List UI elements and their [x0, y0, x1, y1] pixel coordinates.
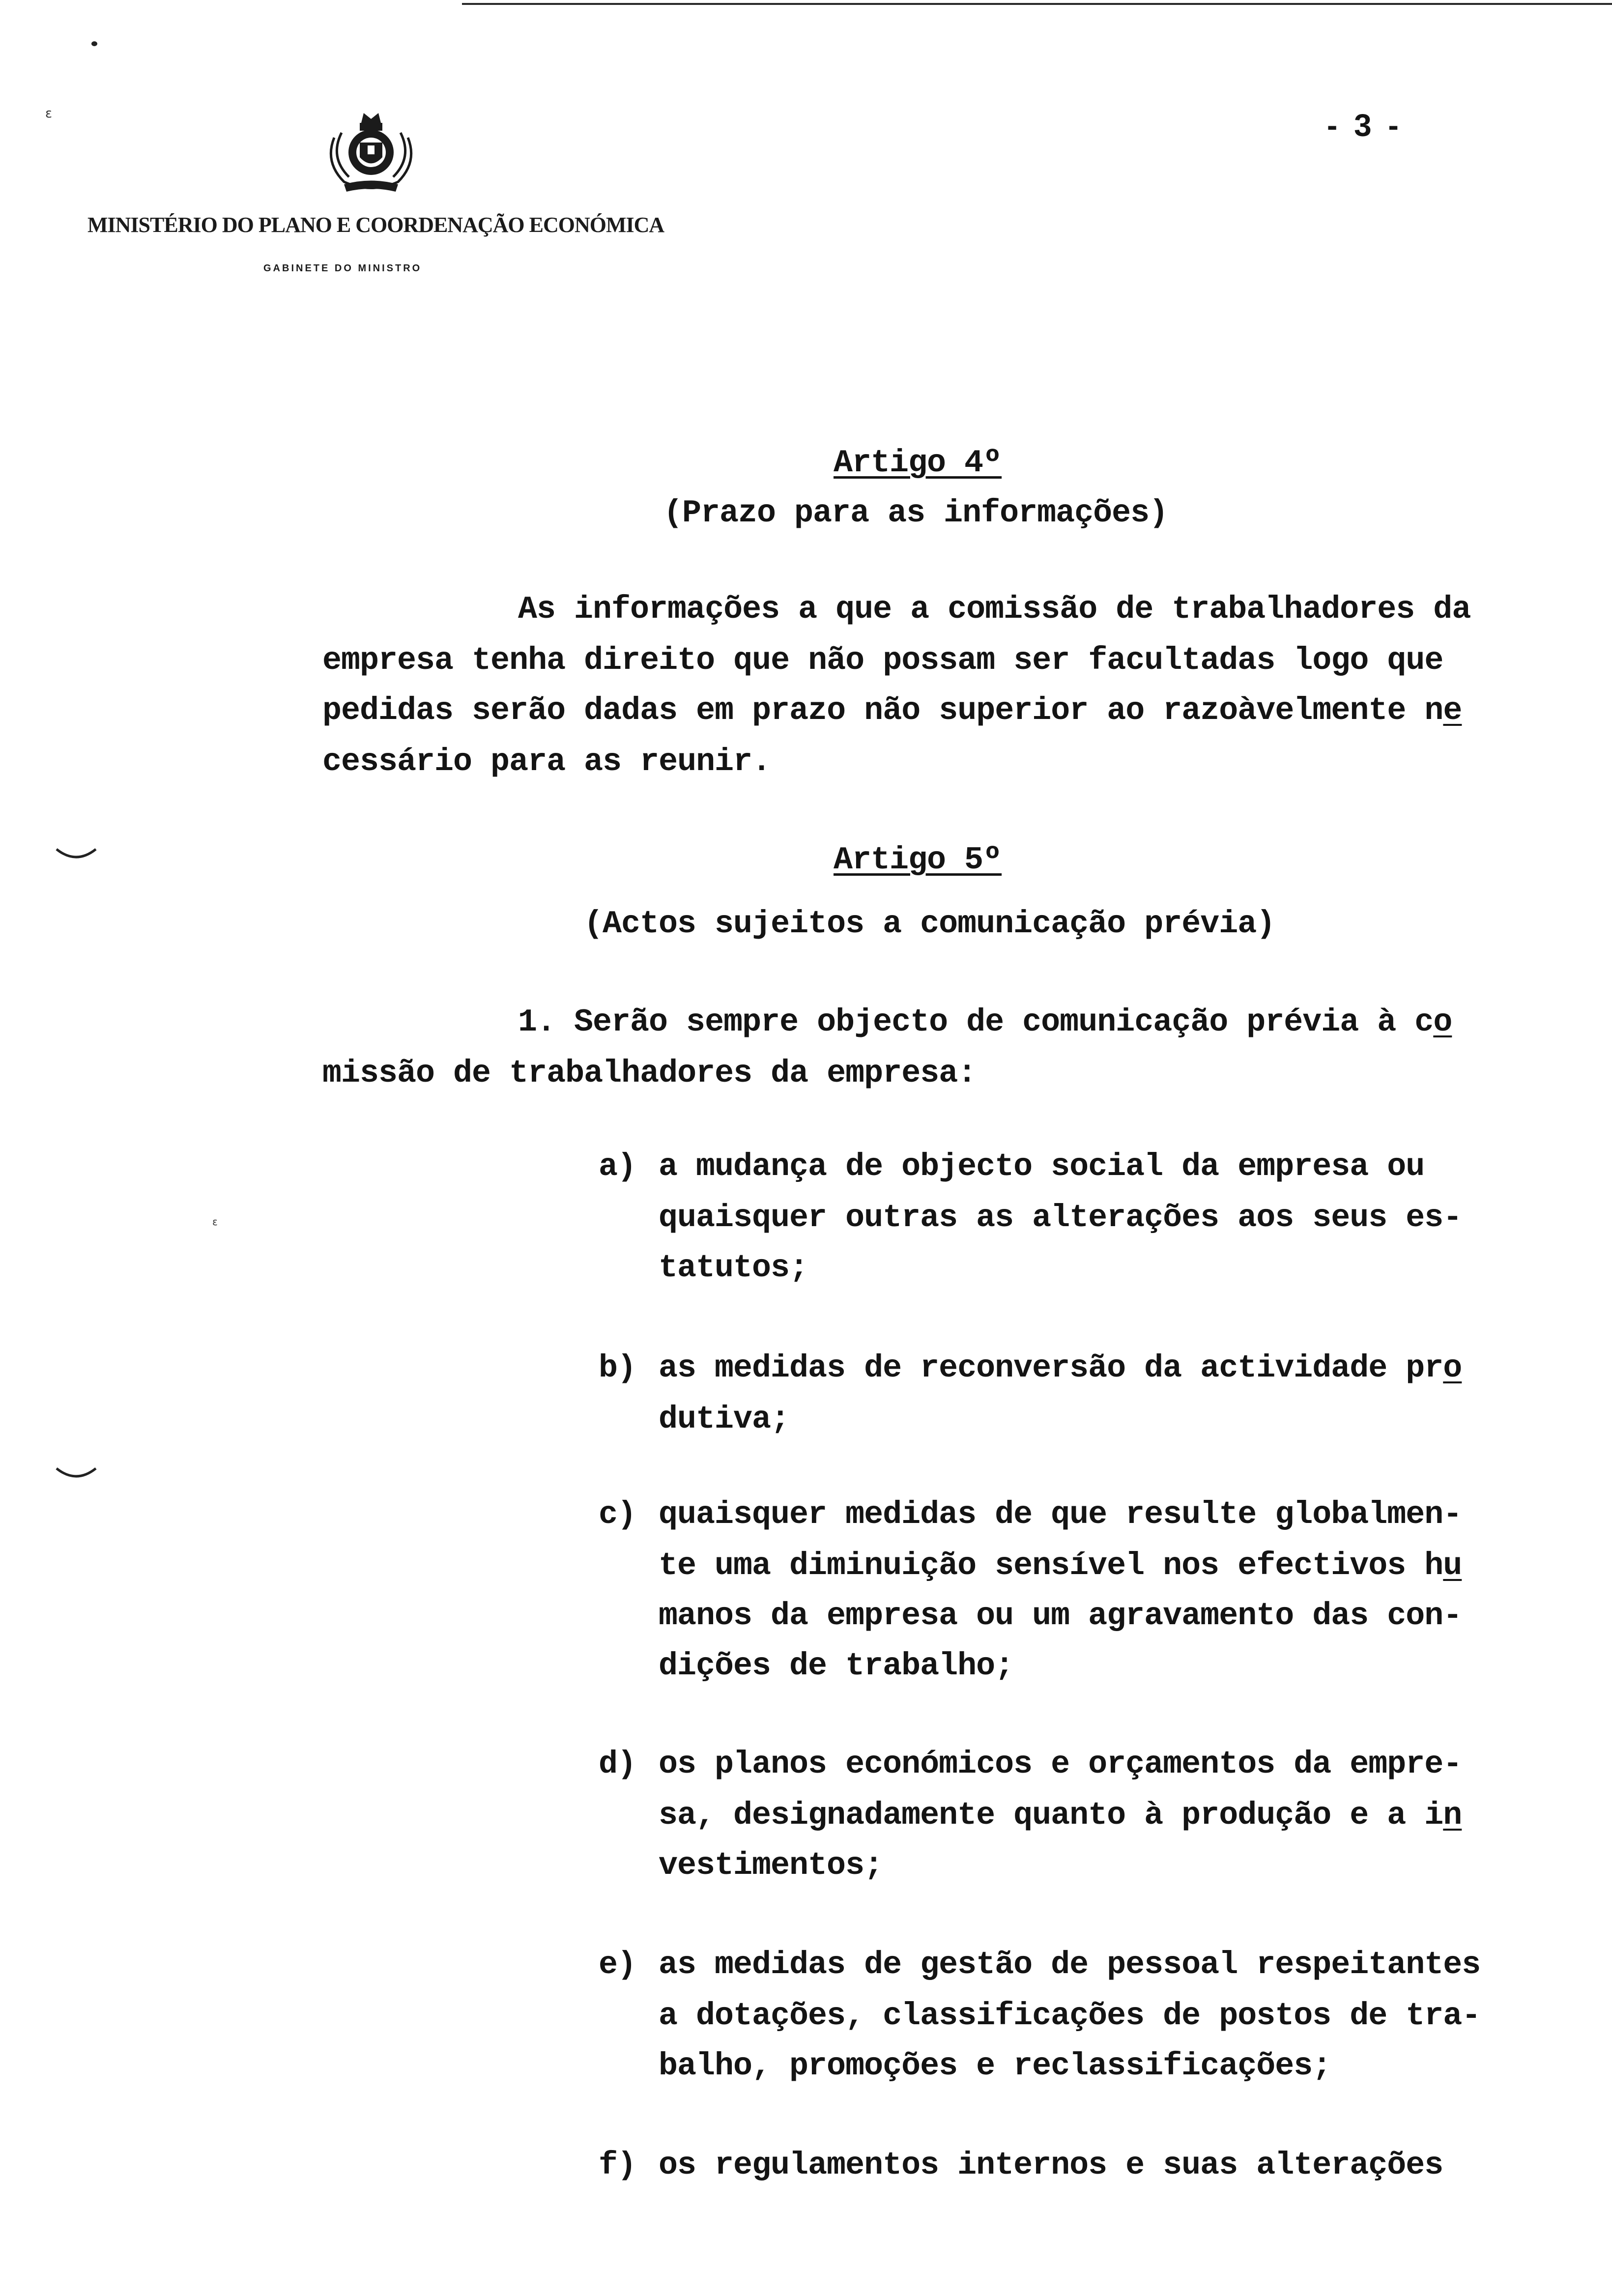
list-item-line: balho, promoções e reclassificações; — [659, 2048, 1331, 2084]
margin-mark: ε — [45, 106, 53, 121]
page-number: - 3 - — [1327, 108, 1403, 143]
margin-mark: ε — [212, 1216, 218, 1228]
coat-of-arms-icon — [315, 103, 428, 197]
margin-arc-icon — [54, 1464, 98, 1484]
list-item-line: tatutos; — [659, 1250, 808, 1286]
article-4-subheading: (Prazo para as informações) — [663, 495, 1168, 531]
paragraph-line: empresa tenha direito que não possam ser facultadas logo que — [322, 642, 1443, 679]
list-item-label: e) — [599, 1947, 636, 1983]
list-item-line: a mudança de objecto social da empresa ou — [659, 1148, 1425, 1185]
article-5-subheading: (Actos sujeitos a comunicação prévia) — [584, 906, 1275, 942]
paragraph-line: missão de trabalhadores da empresa: — [322, 1055, 977, 1091]
list-item-line: vestimentos; — [659, 1847, 883, 1884]
paragraph-line: 1. Serão sempre objecto de comunicação prévia à co — [518, 1004, 1452, 1040]
list-item-label: f) — [599, 2147, 636, 2183]
list-item-line: quaisquer outras as alterações aos seus es- — [659, 1200, 1462, 1236]
list-item-line: quaisquer medidas de que resulte globalmen- — [659, 1496, 1462, 1533]
paragraph-line: cessário para as reunir. — [322, 744, 771, 780]
margin-arc-icon — [54, 845, 98, 865]
list-item-line: as medidas de reconversão da actividade pro — [659, 1350, 1462, 1386]
ministry-name: MINISTÉRIO DO PLANO E COORDENAÇÃO ECONÓMICA — [87, 213, 664, 237]
list-item-label: b) — [599, 1350, 636, 1386]
list-item-line: manos da empresa ou um agravamento das con- — [659, 1598, 1462, 1634]
list-item-label: a) — [599, 1148, 636, 1185]
list-item-line: a dotações, classificações de postos de tra- — [659, 1998, 1481, 2034]
paragraph-line: As informações a que a comissão de trabalhadores da — [518, 591, 1471, 628]
list-item-label: c) — [599, 1496, 636, 1533]
list-item-line: dições de trabalho; — [659, 1648, 1014, 1684]
list-item-line: te uma diminuição sensível nos efectivos hu — [659, 1548, 1462, 1584]
article-5-heading: Artigo 5º — [834, 842, 1002, 878]
cabinet-name: GABINETE DO MINISTRO — [263, 263, 422, 274]
paragraph-line: pedidas serão dadas em prazo não superior ao razoàvelmente ne — [322, 692, 1462, 729]
list-item-line: os regulamentos internos e suas alterações — [659, 2147, 1443, 2183]
list-item-line: os planos económicos e orçamentos da empre- — [659, 1746, 1462, 1782]
list-item-line: sa, designadamente quanto à produção e a in — [659, 1797, 1462, 1834]
top-rule — [462, 3, 1612, 5]
article-4-heading: Artigo 4º — [834, 445, 1002, 481]
list-item-label: d) — [599, 1746, 636, 1782]
list-item-line: as medidas de gestão de pessoal respeitantes — [659, 1947, 1481, 1983]
scan-speck — [91, 41, 97, 46]
list-item-line: dutiva; — [659, 1401, 790, 1437]
